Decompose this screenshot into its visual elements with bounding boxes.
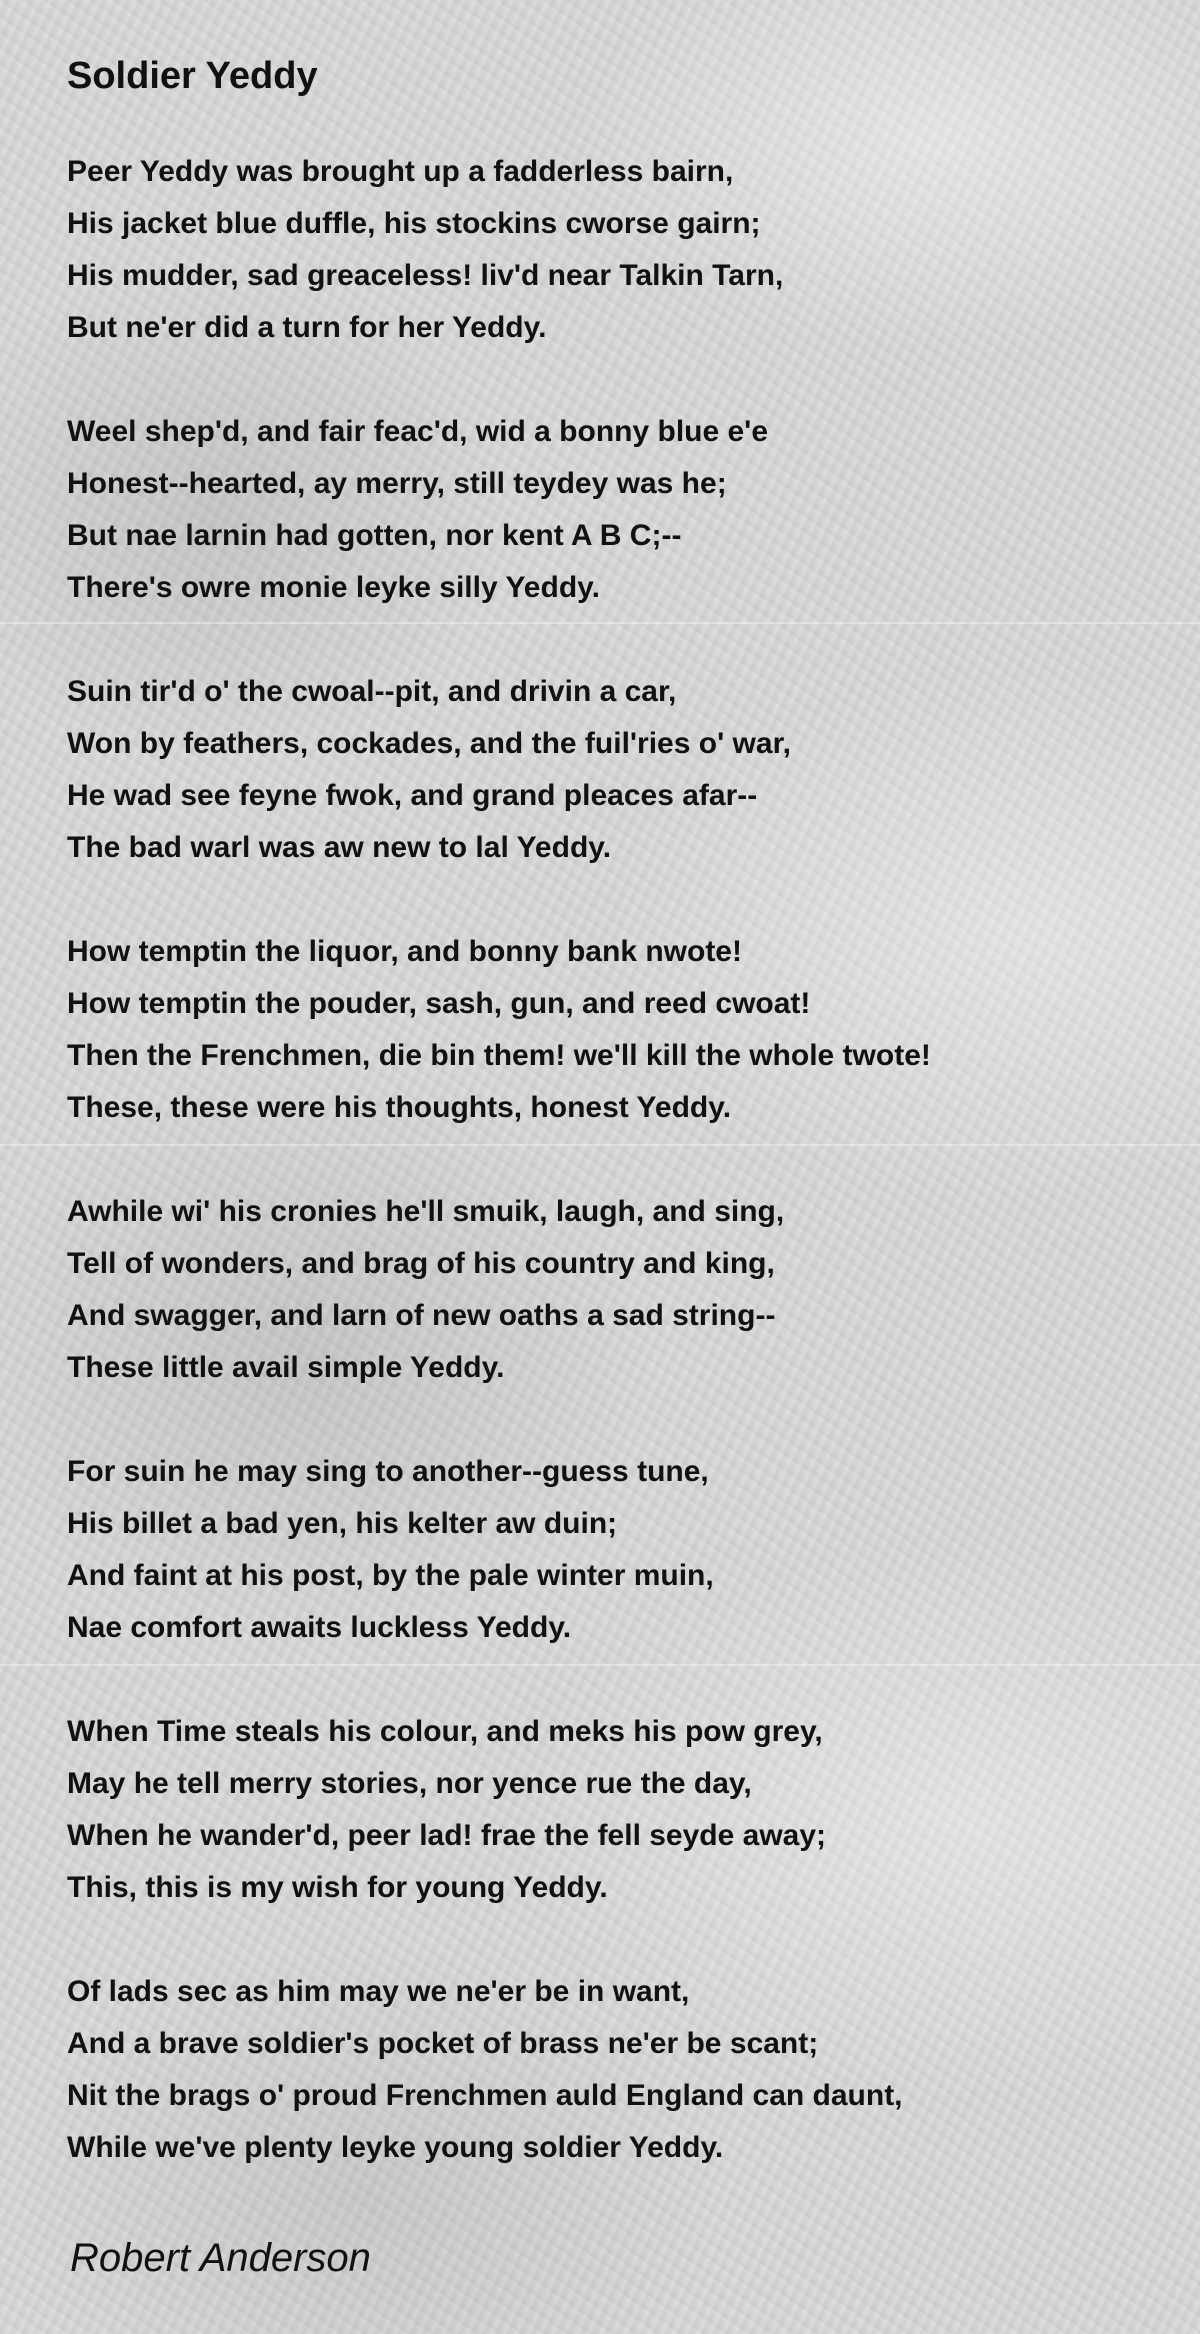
poem-container [67,48,1167,2226]
poem-line: His mudder, sad greaceless! liv'd near Talkin Tarn, [67,259,784,292]
poem-line: While we've plenty leyke young soldier Yeddy. [67,2131,724,2164]
poem-line: These little avail simple Yeddy. [67,1351,505,1384]
poem-line: May he tell merry stories, nor yence rue the day, [67,1767,752,1800]
poem-line: When Time steals his colour, and meks his pow grey, [67,1715,823,1748]
poem-line: His jacket blue duffle, his stockins cworse gairn; [67,207,761,240]
poem-line: But nae larnin had gotten, nor kent A B C;-- [67,519,682,552]
stanza [67,1966,1167,2174]
poem-line: Weel shep'd, and fair feac'd, wid a bonny blue e'e [67,415,769,448]
poem-line: Nae comfort awaits luckless Yeddy. [67,1611,572,1644]
poem-line: And swagger, and larn of new oaths a sad string-- [67,1299,776,1332]
stanza [67,666,1167,874]
poem-line: Won by feathers, cockades, and the fuil'ries o' war, [67,727,791,760]
poem-line: Of lads sec as him may we ne'er be in want, [67,1975,690,2008]
poem-line: Honest--hearted, ay merry, still teydey was he; [67,467,727,500]
poem-line: Then the Frenchmen, die bin them! we'll kill the whole twote! [67,1039,931,1072]
poem-line: How temptin the liquor, and bonny bank nwote! [67,935,742,968]
poem-line: But ne'er did a turn for her Yeddy. [67,311,547,344]
stanza [67,1186,1167,1394]
stanza [67,406,1167,614]
poem-title: Soldier Yeddy [67,55,318,97]
stanza [67,1446,1167,1654]
poem-author: Robert Anderson [70,2236,371,2280]
poem-line: For suin he may sing to another--guess tune, [67,1455,709,1488]
poem-line: Tell of wonders, and brag of his country and king, [67,1247,775,1280]
poem-line: Nit the brags o' proud Frenchmen auld England can daunt, [67,2079,903,2112]
poem-line: His billet a bad yen, his kelter aw duin; [67,1507,618,1540]
stanza [67,1706,1167,1914]
poem-line: Peer Yeddy was brought up a fadderless bairn, [67,155,734,188]
poem-line: The bad warl was aw new to lal Yeddy. [67,831,612,864]
stanza [67,926,1167,1134]
stanza [67,146,1167,354]
poem-line: There's owre monie leyke silly Yeddy. [67,571,600,604]
poem-line: How temptin the pouder, sash, gun, and reed cwoat! [67,987,811,1020]
poem-line: When he wander'd, peer lad! frae the fell seyde away; [67,1819,827,1852]
poem-line: Suin tir'd o' the cwoal--pit, and drivin a car, [67,675,677,708]
poem-line: And a brave soldier's pocket of brass ne'er be scant; [67,2027,819,2060]
poem-line: These, these were his thoughts, honest Yeddy. [67,1091,732,1124]
poem-line: He wad see feyne fwok, and grand pleaces afar-- [67,779,758,812]
poem-line: Awhile wi' his cronies he'll smuik, laugh, and sing, [67,1195,785,1228]
poem-line: And faint at his post, by the pale winter muin, [67,1559,714,1592]
poem-line: This, this is my wish for young Yeddy. [67,1871,608,1904]
